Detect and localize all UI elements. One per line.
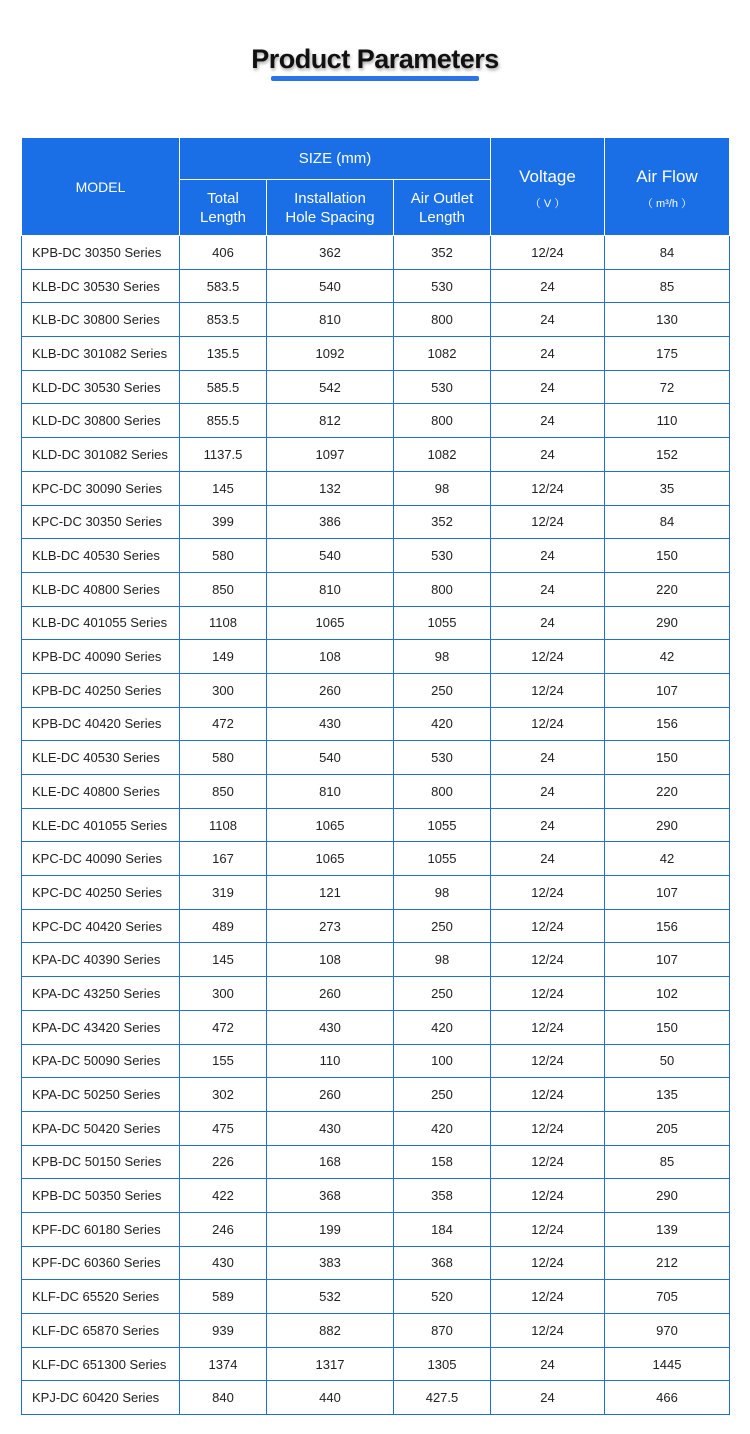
cell-airflow: 290 <box>605 808 730 842</box>
cell-model: KLE-DC 40530 Series <box>22 741 180 775</box>
cell-model: KLB-DC 40530 Series <box>22 539 180 573</box>
cell-total-length: 145 <box>180 943 267 977</box>
cell-model: KPC-DC 40250 Series <box>22 876 180 910</box>
cell-voltage: 12/24 <box>491 673 605 707</box>
cell-airflow: 150 <box>605 539 730 573</box>
cell-outlet-length: 98 <box>394 943 491 977</box>
cell-hole-spacing: 532 <box>267 1280 394 1314</box>
cell-voltage: 12/24 <box>491 977 605 1011</box>
table-row <box>22 1179 730 1213</box>
table-row <box>22 808 730 842</box>
cell-outlet-length: 1055 <box>394 808 491 842</box>
cell-outlet-length: 158 <box>394 1145 491 1179</box>
cell-model: KPJ-DC 60420 Series <box>22 1381 180 1415</box>
table-row <box>22 1347 730 1381</box>
table-body <box>22 236 730 1415</box>
cell-airflow: 150 <box>605 1010 730 1044</box>
cell-hole-spacing: 430 <box>267 1010 394 1044</box>
table-row <box>22 640 730 674</box>
cell-voltage: 24 <box>491 808 605 842</box>
cell-outlet-length: 800 <box>394 404 491 438</box>
cell-voltage: 12/24 <box>491 1078 605 1112</box>
cell-total-length: 145 <box>180 471 267 505</box>
cell-hole-spacing: 540 <box>267 539 394 573</box>
cell-voltage: 24 <box>491 539 605 573</box>
cell-outlet-length: 800 <box>394 303 491 337</box>
cell-outlet-length: 100 <box>394 1044 491 1078</box>
cell-hole-spacing: 430 <box>267 1111 394 1145</box>
cell-airflow: 290 <box>605 1179 730 1213</box>
cell-outlet-length: 250 <box>394 1078 491 1112</box>
cell-outlet-length: 1055 <box>394 606 491 640</box>
table-row <box>22 1314 730 1348</box>
cell-voltage: 12/24 <box>491 1111 605 1145</box>
cell-model: KPC-DC 40090 Series <box>22 842 180 876</box>
header-hole-spacing <box>267 180 394 236</box>
cell-voltage: 24 <box>491 1347 605 1381</box>
table-row <box>22 1381 730 1415</box>
header-size: SIZE (mm) <box>180 138 491 180</box>
cell-outlet-length: 98 <box>394 471 491 505</box>
table-row <box>22 1078 730 1112</box>
cell-hole-spacing: 260 <box>267 1078 394 1112</box>
cell-hole-spacing: 1317 <box>267 1347 394 1381</box>
page-title-text: Product Parameters <box>251 44 499 74</box>
header-voltage-unit: （ V ） <box>529 197 566 210</box>
cell-total-length: 475 <box>180 1111 267 1145</box>
cell-model: KPA-DC 40390 Series <box>22 943 180 977</box>
cell-voltage: 24 <box>491 337 605 371</box>
cell-model: KLB-DC 301082 Series <box>22 337 180 371</box>
table-row <box>22 370 730 404</box>
header-voltage <box>491 138 605 236</box>
cell-hole-spacing: 273 <box>267 909 394 943</box>
cell-total-length: 300 <box>180 673 267 707</box>
cell-total-length: 472 <box>180 1010 267 1044</box>
cell-total-length: 1374 <box>180 1347 267 1381</box>
cell-hole-spacing: 168 <box>267 1145 394 1179</box>
cell-model: KLB-DC 30530 Series <box>22 269 180 303</box>
header-hole-spacing-text: Installation Hole Spacing <box>285 189 375 226</box>
cell-airflow: 50 <box>605 1044 730 1078</box>
cell-outlet-length: 1082 <box>394 337 491 371</box>
cell-outlet-length: 870 <box>394 1314 491 1348</box>
cell-hole-spacing: 362 <box>267 236 394 270</box>
cell-outlet-length: 98 <box>394 876 491 910</box>
cell-airflow: 35 <box>605 471 730 505</box>
table-row <box>22 471 730 505</box>
cell-outlet-length: 800 <box>394 775 491 809</box>
cell-model: KPC-DC 30090 Series <box>22 471 180 505</box>
cell-voltage: 12/24 <box>491 909 605 943</box>
cell-airflow: 205 <box>605 1111 730 1145</box>
cell-total-length: 855.5 <box>180 404 267 438</box>
cell-total-length: 155 <box>180 1044 267 1078</box>
cell-voltage: 24 <box>491 741 605 775</box>
cell-total-length: 840 <box>180 1381 267 1415</box>
header-airflow-unit: （ m³/h ） <box>641 197 693 210</box>
header-total-length <box>180 180 267 236</box>
table-row <box>22 1246 730 1280</box>
cell-outlet-length: 530 <box>394 370 491 404</box>
cell-hole-spacing: 383 <box>267 1246 394 1280</box>
cell-airflow: 1445 <box>605 1347 730 1381</box>
cell-model: KLF-DC 651300 Series <box>22 1347 180 1381</box>
cell-outlet-length: 358 <box>394 1179 491 1213</box>
table-row <box>22 1145 730 1179</box>
cell-total-length: 422 <box>180 1179 267 1213</box>
header-outlet-length-text: Air Outlet Length <box>410 189 474 226</box>
cell-total-length: 430 <box>180 1246 267 1280</box>
cell-airflow: 110 <box>605 404 730 438</box>
cell-model: KPF-DC 60180 Series <box>22 1212 180 1246</box>
cell-voltage: 24 <box>491 842 605 876</box>
cell-hole-spacing: 440 <box>267 1381 394 1415</box>
cell-voltage: 12/24 <box>491 876 605 910</box>
cell-outlet-length: 1082 <box>394 438 491 472</box>
table-row <box>22 1111 730 1145</box>
cell-outlet-length: 250 <box>394 977 491 1011</box>
cell-total-length: 472 <box>180 707 267 741</box>
cell-model: KPB-DC 50150 Series <box>22 1145 180 1179</box>
cell-hole-spacing: 368 <box>267 1179 394 1213</box>
cell-outlet-length: 1055 <box>394 842 491 876</box>
cell-model: KPB-DC 40250 Series <box>22 673 180 707</box>
cell-total-length: 149 <box>180 640 267 674</box>
cell-airflow: 84 <box>605 236 730 270</box>
table-row <box>22 303 730 337</box>
cell-model: KPF-DC 60360 Series <box>22 1246 180 1280</box>
cell-hole-spacing: 1065 <box>267 606 394 640</box>
cell-hole-spacing: 810 <box>267 572 394 606</box>
cell-total-length: 850 <box>180 775 267 809</box>
cell-model: KLF-DC 65870 Series <box>22 1314 180 1348</box>
cell-airflow: 156 <box>605 707 730 741</box>
cell-total-length: 399 <box>180 505 267 539</box>
cell-hole-spacing: 1092 <box>267 337 394 371</box>
cell-voltage: 12/24 <box>491 1314 605 1348</box>
cell-total-length: 583.5 <box>180 269 267 303</box>
cell-outlet-length: 427.5 <box>394 1381 491 1415</box>
table-row <box>22 404 730 438</box>
cell-model: KPB-DC 40090 Series <box>22 640 180 674</box>
table-row <box>22 1010 730 1044</box>
cell-voltage: 12/24 <box>491 1280 605 1314</box>
table-row <box>22 539 730 573</box>
cell-total-length: 1137.5 <box>180 438 267 472</box>
cell-voltage: 12/24 <box>491 943 605 977</box>
cell-voltage: 24 <box>491 404 605 438</box>
cell-hole-spacing: 542 <box>267 370 394 404</box>
table-row <box>22 438 730 472</box>
cell-airflow: 152 <box>605 438 730 472</box>
title-underline <box>271 76 479 81</box>
table-row <box>22 977 730 1011</box>
cell-voltage: 12/24 <box>491 707 605 741</box>
cell-hole-spacing: 260 <box>267 977 394 1011</box>
cell-outlet-length: 800 <box>394 572 491 606</box>
cell-voltage: 24 <box>491 269 605 303</box>
header-model: MODEL <box>22 138 180 236</box>
cell-model: KPB-DC 30350 Series <box>22 236 180 270</box>
cell-airflow: 42 <box>605 842 730 876</box>
cell-voltage: 12/24 <box>491 1010 605 1044</box>
cell-model: KPA-DC 50250 Series <box>22 1078 180 1112</box>
page-title <box>251 44 499 75</box>
cell-airflow: 466 <box>605 1381 730 1415</box>
cell-model: KPA-DC 43250 Series <box>22 977 180 1011</box>
cell-airflow: 705 <box>605 1280 730 1314</box>
cell-airflow: 212 <box>605 1246 730 1280</box>
cell-hole-spacing: 132 <box>267 471 394 505</box>
table-row <box>22 606 730 640</box>
cell-airflow: 102 <box>605 977 730 1011</box>
cell-voltage: 12/24 <box>491 640 605 674</box>
cell-total-length: 406 <box>180 236 267 270</box>
cell-airflow: 970 <box>605 1314 730 1348</box>
cell-airflow: 84 <box>605 505 730 539</box>
cell-outlet-length: 420 <box>394 1111 491 1145</box>
cell-model: KPA-DC 50090 Series <box>22 1044 180 1078</box>
cell-total-length: 319 <box>180 876 267 910</box>
page-title-wrap <box>0 44 750 75</box>
cell-airflow: 220 <box>605 572 730 606</box>
header-row-top <box>22 138 730 180</box>
cell-total-length: 1108 <box>180 606 267 640</box>
table-row <box>22 842 730 876</box>
cell-total-length: 489 <box>180 909 267 943</box>
cell-hole-spacing: 882 <box>267 1314 394 1348</box>
cell-total-length: 167 <box>180 842 267 876</box>
cell-airflow: 150 <box>605 741 730 775</box>
cell-airflow: 85 <box>605 269 730 303</box>
cell-model: KPB-DC 50350 Series <box>22 1179 180 1213</box>
cell-model: KLE-DC 401055 Series <box>22 808 180 842</box>
cell-outlet-length: 530 <box>394 269 491 303</box>
cell-voltage: 12/24 <box>491 1212 605 1246</box>
header-voltage-label: Voltage <box>519 166 576 186</box>
table-row <box>22 741 730 775</box>
cell-hole-spacing: 540 <box>267 741 394 775</box>
cell-hole-spacing: 260 <box>267 673 394 707</box>
cell-model: KLF-DC 65520 Series <box>22 1280 180 1314</box>
cell-total-length: 580 <box>180 741 267 775</box>
cell-voltage: 12/24 <box>491 1179 605 1213</box>
cell-airflow: 72 <box>605 370 730 404</box>
cell-airflow: 135 <box>605 1078 730 1112</box>
cell-model: KLB-DC 401055 Series <box>22 606 180 640</box>
cell-outlet-length: 352 <box>394 505 491 539</box>
cell-airflow: 290 <box>605 606 730 640</box>
table-row <box>22 505 730 539</box>
cell-voltage: 24 <box>491 370 605 404</box>
table-row <box>22 1280 730 1314</box>
table-row <box>22 943 730 977</box>
cell-model: KPC-DC 30350 Series <box>22 505 180 539</box>
cell-hole-spacing: 108 <box>267 943 394 977</box>
cell-outlet-length: 184 <box>394 1212 491 1246</box>
cell-model: KPC-DC 40420 Series <box>22 909 180 943</box>
cell-airflow: 107 <box>605 943 730 977</box>
cell-hole-spacing: 1065 <box>267 808 394 842</box>
cell-outlet-length: 420 <box>394 1010 491 1044</box>
table-row <box>22 1044 730 1078</box>
cell-hole-spacing: 540 <box>267 269 394 303</box>
cell-total-length: 1108 <box>180 808 267 842</box>
cell-model: KLD-DC 30530 Series <box>22 370 180 404</box>
cell-voltage: 12/24 <box>491 236 605 270</box>
table-row <box>22 337 730 371</box>
product-parameters-table <box>21 138 730 1415</box>
header-airflow-label: Air Flow <box>636 166 698 186</box>
cell-hole-spacing: 812 <box>267 404 394 438</box>
cell-voltage: 24 <box>491 572 605 606</box>
cell-total-length: 580 <box>180 539 267 573</box>
table-row <box>22 236 730 270</box>
cell-hole-spacing: 108 <box>267 640 394 674</box>
cell-outlet-length: 530 <box>394 539 491 573</box>
cell-airflow: 220 <box>605 775 730 809</box>
cell-hole-spacing: 430 <box>267 707 394 741</box>
cell-outlet-length: 98 <box>394 640 491 674</box>
cell-total-length: 246 <box>180 1212 267 1246</box>
cell-hole-spacing: 810 <box>267 775 394 809</box>
cell-hole-spacing: 810 <box>267 303 394 337</box>
cell-model: KLD-DC 30800 Series <box>22 404 180 438</box>
table-row <box>22 673 730 707</box>
cell-voltage: 24 <box>491 438 605 472</box>
cell-voltage: 24 <box>491 1381 605 1415</box>
cell-model: KLB-DC 30800 Series <box>22 303 180 337</box>
table-row <box>22 707 730 741</box>
cell-total-length: 300 <box>180 977 267 1011</box>
cell-airflow: 42 <box>605 640 730 674</box>
cell-outlet-length: 520 <box>394 1280 491 1314</box>
cell-model: KLD-DC 301082 Series <box>22 438 180 472</box>
cell-hole-spacing: 121 <box>267 876 394 910</box>
cell-outlet-length: 368 <box>394 1246 491 1280</box>
cell-outlet-length: 1305 <box>394 1347 491 1381</box>
header-total-length-text: Total Length <box>200 189 246 226</box>
header-airflow <box>605 138 730 236</box>
cell-voltage: 12/24 <box>491 505 605 539</box>
cell-hole-spacing: 110 <box>267 1044 394 1078</box>
cell-voltage: 24 <box>491 606 605 640</box>
cell-total-length: 226 <box>180 1145 267 1179</box>
cell-model: KPA-DC 43420 Series <box>22 1010 180 1044</box>
cell-model: KLE-DC 40800 Series <box>22 775 180 809</box>
cell-voltage: 12/24 <box>491 1246 605 1280</box>
header-outlet-length <box>394 180 491 236</box>
cell-voltage: 12/24 <box>491 471 605 505</box>
table-row <box>22 775 730 809</box>
cell-airflow: 156 <box>605 909 730 943</box>
cell-model: KLB-DC 40800 Series <box>22 572 180 606</box>
cell-hole-spacing: 1065 <box>267 842 394 876</box>
cell-total-length: 850 <box>180 572 267 606</box>
cell-outlet-length: 420 <box>394 707 491 741</box>
table-row <box>22 876 730 910</box>
cell-outlet-length: 250 <box>394 673 491 707</box>
cell-total-length: 585.5 <box>180 370 267 404</box>
cell-total-length: 589 <box>180 1280 267 1314</box>
cell-total-length: 939 <box>180 1314 267 1348</box>
cell-airflow: 85 <box>605 1145 730 1179</box>
cell-airflow: 130 <box>605 303 730 337</box>
cell-voltage: 12/24 <box>491 1044 605 1078</box>
cell-airflow: 175 <box>605 337 730 371</box>
cell-hole-spacing: 386 <box>267 505 394 539</box>
cell-total-length: 302 <box>180 1078 267 1112</box>
cell-voltage: 24 <box>491 303 605 337</box>
cell-airflow: 139 <box>605 1212 730 1246</box>
cell-outlet-length: 250 <box>394 909 491 943</box>
cell-voltage: 24 <box>491 775 605 809</box>
cell-outlet-length: 530 <box>394 741 491 775</box>
table-row <box>22 269 730 303</box>
cell-outlet-length: 352 <box>394 236 491 270</box>
cell-total-length: 853.5 <box>180 303 267 337</box>
cell-airflow: 107 <box>605 876 730 910</box>
cell-voltage: 12/24 <box>491 1145 605 1179</box>
cell-total-length: 135.5 <box>180 337 267 371</box>
table-row <box>22 572 730 606</box>
cell-model: KPB-DC 40420 Series <box>22 707 180 741</box>
cell-airflow: 107 <box>605 673 730 707</box>
cell-hole-spacing: 199 <box>267 1212 394 1246</box>
table-row <box>22 1212 730 1246</box>
cell-model: KPA-DC 50420 Series <box>22 1111 180 1145</box>
cell-hole-spacing: 1097 <box>267 438 394 472</box>
table-row <box>22 909 730 943</box>
